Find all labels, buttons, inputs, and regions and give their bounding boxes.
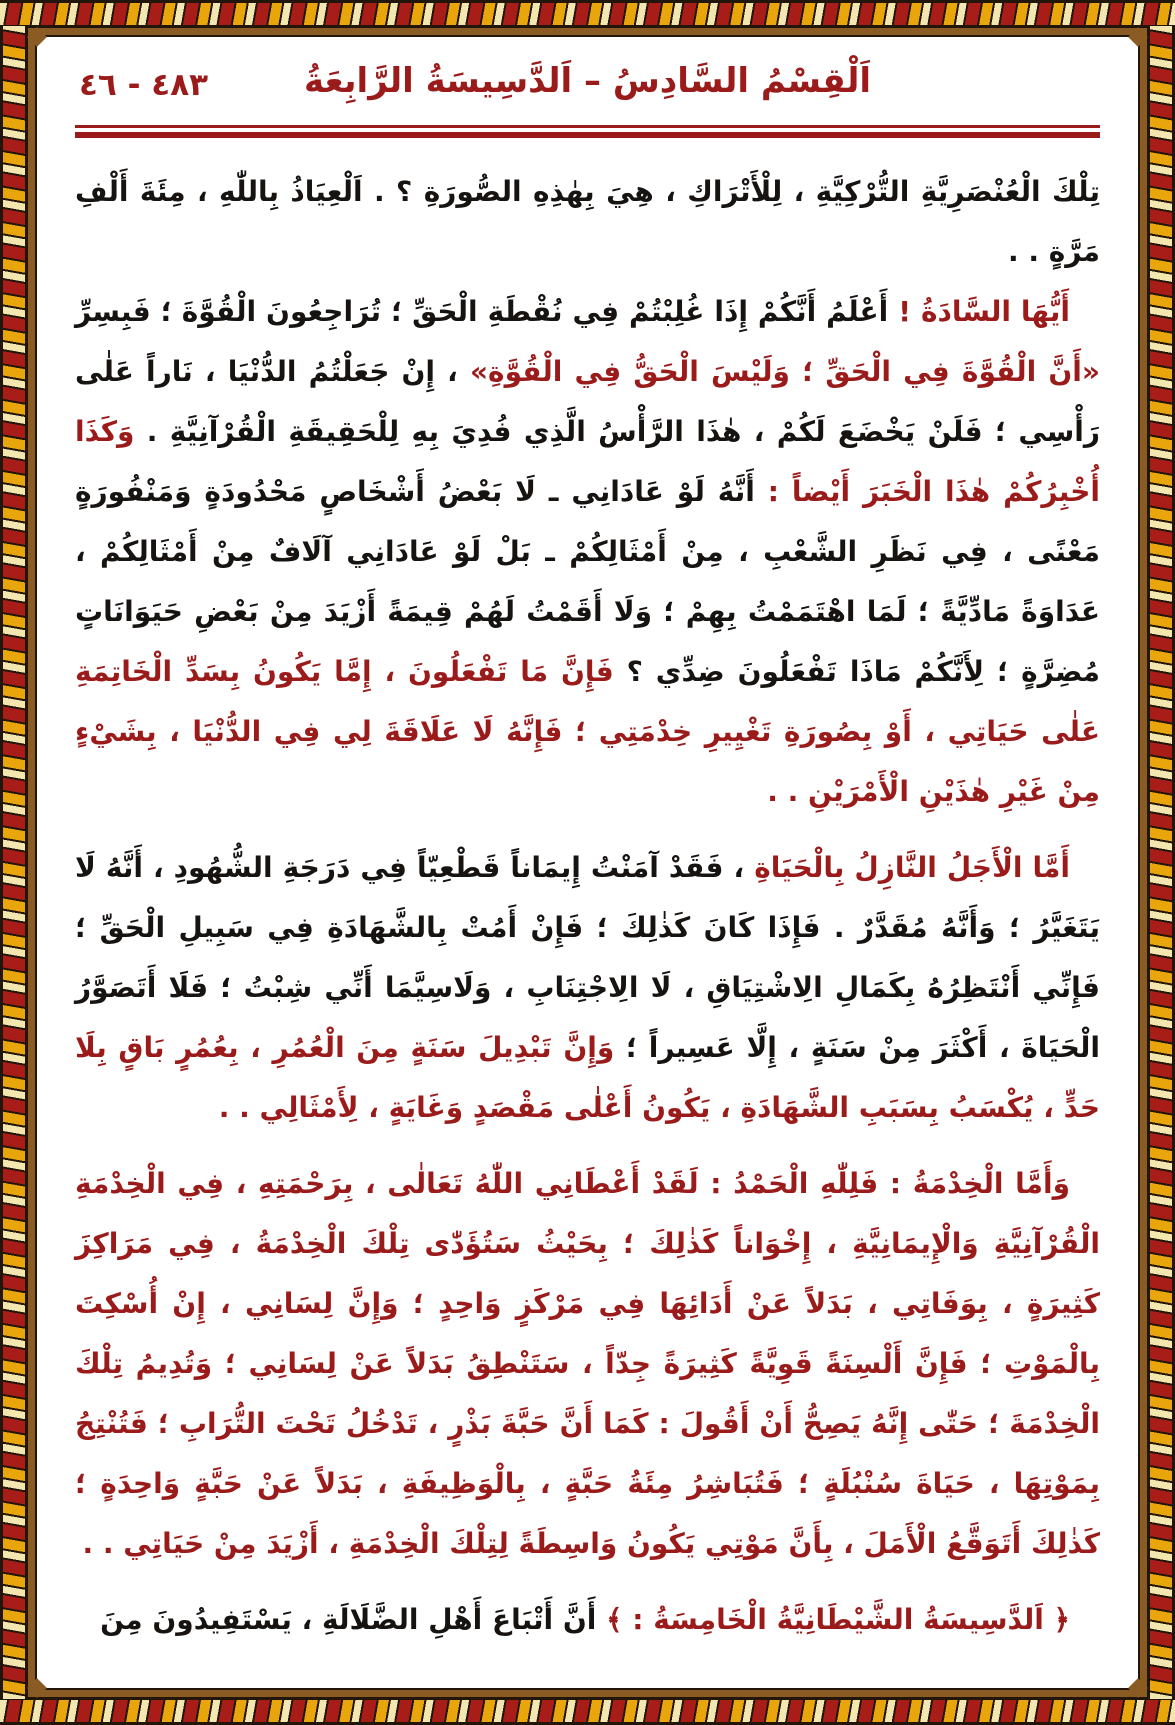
paragraph-section-heading: [75, 1590, 1100, 1650]
text-segment: أَعْلَمُ أَنَّكُمْ إِذَا غُلِبْتُمْ فِي نُقْطَةِ الْحَقِّ ؛ تُرَاجِعُونَ الْقُوَّةَ ؛ فَبِسِرِّ: [75, 295, 889, 328]
text-segment: أَيُّهَا السَّادَةُ !: [888, 295, 1071, 328]
text-segment: وَكَذَا أُخْبِرُكُمْ هٰذَا الْخَبَرَ أَيْضاً :: [75, 415, 1100, 508]
paragraph: [75, 162, 1100, 282]
text-segment: أَمَّا الْأَجَلُ النَّازِلُ بِالْحَيَاةِ: [744, 851, 1070, 884]
text-segment: وَأَمَّا الْخِدْمَةُ : فَلِلّٰهِ الْحَمْدُ : لَقَدْ أَعْطَانِي اللّٰهُ تَعَالٰى ، بِرَحْمَتِهِ ، فِي الْخِدْمَةِ الْقُرْآنِيَّةِ وَالْإِيمَانِيَّةِ ، إِخْوَاناً كَذٰلِكَ ؛ بِحَيْثُ سَتُؤَدّٰى تِلْكَ الْخِدْمَةُ ، فِي مَرَاكِزَ كَثِيرَةٍ ، بِوَفَاتِي ، بَدَلاً عَنْ أَدَائِهَا فِي مَرْكَزٍ وَاحِدٍ ؛ وَإِنَّ لِسَانِي ، إِنْ أُسْكِتَ بِالْمَوْتِ ؛ فَإِنَّ أَلْسِنَةً قَوِيَّةً كَثِيرَةً جِدّاً ، سَتَنْطِقُ بَدَلاً عَنْ لِسَانِي ؛ وَتُدِيمُ تِلْكَ الْخِدْمَةَ ؛ حَتّٰى إِنَّهُ يَصِحُّ أَنْ أَقُولَ : كَمَا أَنَّ حَبَّةَ بَذْرٍ ، تَدْخُلُ تَحْتَ التُّرَابِ ؛ فَتُنْتِجُ بِمَوْتِهَا ، حَيَاةَ سُنْبُلَةٍ ؛ فَتُبَاشِرُ مِئَةُ حَبَّةٍ ، بِالْوَظِيفَةِ ، بَدَلاً عَنْ حَبَّةٍ وَاحِدَةٍ ؛ كَذٰلِكَ أَتَوَقَّعُ الْأَمَلَ ، بِأَنَّ مَوْتِي يَكُونُ وَاسِطَةً لِتِلْكَ الْخِدْمَةِ ، أَزْيَدَ مِنْ حَيَاتِي . .: [75, 1167, 1100, 1560]
text-segment: تِلْكَ الْعُنْصَرِيَّةِ التُّرْكِيَّةِ ، لِلْأَتْرَاكِ ، هِيَ بِهٰذِهِ الصُّورَةِ ؟ . اَلْعِيَاذُ بِاللّٰهِ ، مِئَةَ أَلْفِ مَرَّةٍ . .: [75, 175, 1100, 268]
border-left-chain: [0, 26, 28, 1699]
page-content: [37, 37, 1138, 1688]
section-heading-segment: ﴿ اَلدَّسِيسَةُ الشَّيْطَانِيَّةُ الْخَامِسَةُ : ﴾: [596, 1603, 1070, 1636]
text-segment: أَنَّهُ لَوْ عَادَانِي ـ لَا بَعْضُ أَشْخَاصٍ مَحْدُودَةٍ وَمَنْفُورَةٍ مَعْنًى ، فِي نَظَرِ الشَّعْبِ ، مِنْ أَمْثَالِكُمْ ـ بَلْ لَوْ عَادَانِي آلَافٌ مِنْ أَمْثَالِكُمْ ، عَدَاوَةً مَادِّيَّةً ؛ لَمَا اهْتَمَمْتُ بِهِمْ ؛ وَلَا أَقَمْتُ لَهُمْ قِيمَةً أَزْيَدَ مِنْ بَعْضِ حَيَوَانَاتٍ مُضِرَّةٍ ؛ لِأَنَّكُمْ مَاذَا تَفْعَلُونَ ضِدِّي ؟: [75, 475, 1100, 688]
text-segment: ، إِنْ جَعَلْتُمُ الدُّنْيَا ، نَاراً عَلٰى رَأْسِي ؛ فَلَنْ يَخْضَعَ لَكُمْ ، هٰذَا الرَّأْسُ الَّذِي فُدِيَ بِهِ لِلْحَقِيقَةِ الْقُرْآنِيَّةِ .: [75, 355, 1100, 448]
text-segment: وَإِنَّ تَبْدِيلَ سَنَةٍ مِنَ الْعُمُرِ ، بِعُمُرٍ بَاقٍ بِلَا حَدٍّ ، يُكْسَبُ بِسَبَبِ الشَّهَادَةِ ، يَكُونُ أَعْلٰى مَقْصَدٍ وَغَايَةٍ ، لِأَمْثَالِي . .: [75, 1031, 1100, 1124]
page-number: ٤٨٣ - ٤٦: [79, 67, 209, 103]
page-header: [75, 61, 1100, 119]
text-segment: ، فَقَدْ آمَنْتُ إِيمَاناً قَطْعِيّاً فِي دَرَجَةِ الشُّهُودِ ، أَنَّهُ لَا يَتَغَيَّرُ ؛ وَأَنَّهُ مُقَدَّرٌ . فَإِذَا كَانَ كَذٰلِكَ ؛ فَإِنْ أَمُتْ بِالشَّهَادَةِ فِي سَبِيلِ الْحَقِّ ؛ فَإِنِّي أَنْتَظِرُهُ بِكَمَالِ الِاشْتِيَاقِ ، لَا الِاجْتِنَابِ ، وَلَاسِيَّمَا أَنِّي شِبْتُ ؛ فَلَا أَتَصَوَّرُ الْحَيَاةَ ، أَكْثَرَ مِنْ سَنَةٍ ، إِلَّا عَسِيراً ؛: [75, 851, 1101, 1064]
text-segment: «أَنَّ الْقُوَّةَ فِي الْحَقِّ ؛ وَلَيْسَ الْحَقُّ فِي الْقُوَّةِ»: [457, 355, 1100, 388]
paragraph: [75, 282, 1100, 822]
text-segment: أَنَّ أَتْبَاعَ أَهْلِ الضَّلَالَةِ ، يَسْتَفِيدُونَ مِنَ: [100, 1603, 597, 1636]
paragraph: [75, 838, 1100, 1138]
border-right-chain: [1147, 26, 1175, 1699]
body-text: [75, 162, 1100, 1650]
header-rule-thick-line: [75, 132, 1100, 138]
page-title: اَلْقِسْمُ السَّادِسُ – اَلدَّسِيسَةُ الرَّابِعَةُ: [303, 61, 872, 101]
text-segment: فَإِنَّ مَا تَفْعَلُونَ ، إِمَّا يَكُونُ بِسَدِّ الْخَاتِمَةِ عَلٰى حَيَاتِي ، أَوْ بِصُورَةِ تَغْيِيرِ خِدْمَتِي ؛ فَإِنَّهُ لَا عَلَاقَةَ لِي فِي الدُّنْيَا ، بِشَيْءٍ مِنْ غَيْرِ هٰذَيْنِ الْأَمْرَيْنِ . .: [75, 655, 1100, 808]
border-top-chain: [0, 0, 1175, 28]
border-bottom-chain: [0, 1697, 1175, 1725]
header-rule: [75, 125, 1100, 138]
paragraph: [75, 1154, 1100, 1574]
